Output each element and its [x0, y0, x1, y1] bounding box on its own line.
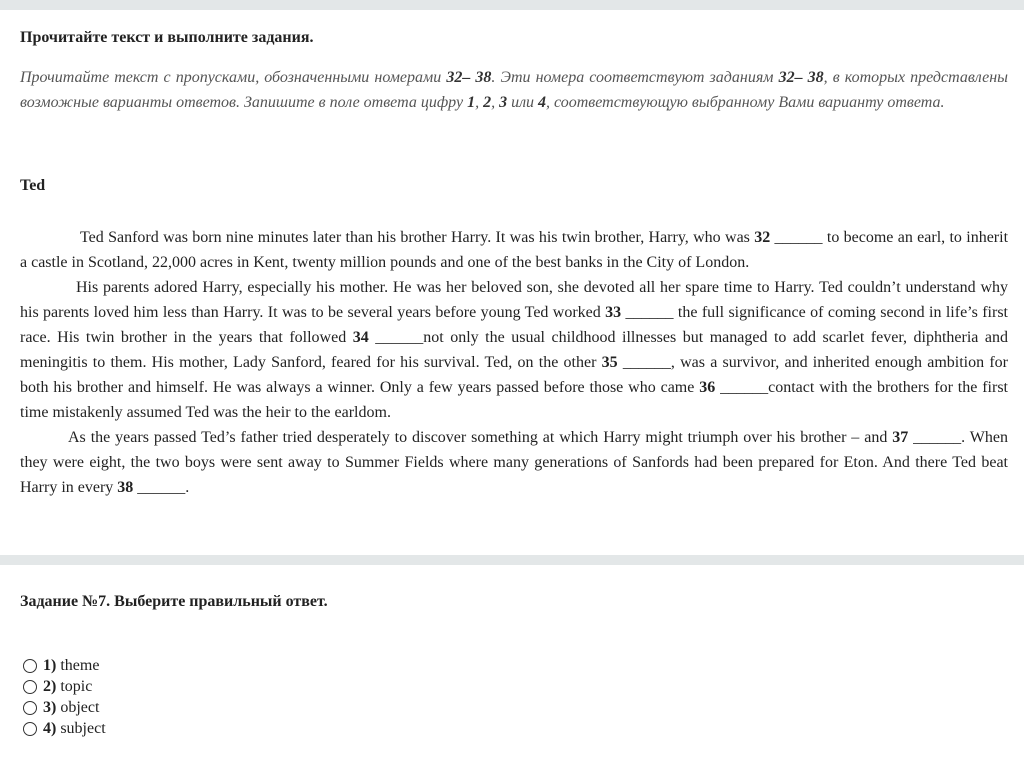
option-number: 3) [43, 698, 57, 716]
paragraph-1: Ted Sanford was born nine minutes later than his brother Harry. It was his twin brother, Harry, who was 32 ______ to become an earl, to inherit a castle in Scotland, 22,000 acres in Kent, twenty million pounds and one of the best banks in the City of London. [20, 229, 1009, 271]
question-panel [0, 565, 1024, 780]
answer-option-1[interactable] [20, 655, 106, 676]
story-text [20, 225, 1008, 500]
option-label: topic [60, 677, 93, 695]
gap-number-33: 33 [605, 304, 622, 321]
reading-panel [0, 10, 1024, 555]
task-heading: Задание №7. Выберите правильный ответ. [20, 593, 328, 610]
gap-number-36: 36 [699, 379, 716, 396]
gap-number-34: 34 [352, 329, 369, 346]
radio-button[interactable] [23, 680, 37, 694]
option-number: 4) [43, 719, 57, 737]
gap-number-35: 35 [601, 354, 618, 371]
text-title: Ted [20, 177, 46, 194]
answer-options [20, 655, 106, 739]
answer-option-3[interactable] [20, 697, 106, 718]
answer-option-2[interactable] [20, 676, 106, 697]
option-label: theme [60, 656, 100, 674]
paragraph-2: His parents adored Harry, especially his mother. He was her beloved son, she devoted all her spare time to Harry. Ted couldn’t understand why his parents loved him less than Harry. It was to be several years before young Ted worked 33 ______ the full significance of coming second in life’s first race. His twin brother in the years that followed 34 ______not only the usual childhood illnesses but managed to add scarlet fever, diphtheria and meningitis to them. His mother, Lady Sanford, feared for his survival. Ted, on the other 35 ______, was a survivor, and inherited enough ambition for both his brother and himself. He was always a winner. Only a few years passed before those who came 36 ______contact with the brothers for the first time mistakenly assumed Ted was the heir to the earldom. [20, 279, 1009, 421]
option-label: object [60, 698, 100, 716]
paragraph-3: As the years passed Ted’s father tried desperately to discover something at which Harry might triumph over his brother – and 37 ______. When they were eight, the two boys were sent away to Summer Fields where many generations of Sanfords had been prepared for Eton. And there Ted beat Harry in every 38 ______. [20, 429, 1008, 496]
answer-option-4[interactable] [20, 718, 106, 739]
top-divider [0, 0, 1024, 10]
gap-number-37: 37 [892, 429, 909, 446]
instruction-text: Прочитайте текст с пропусками, обозначенными номерами 32– 38. Эти номера соответствуют заданиям 32– 38, в которых представлены возможные варианты ответов. Запишите в поле ответа цифру 1, 2, 3 или 4, соответствующую выбранному Вами варианту ответа. [20, 69, 1009, 111]
radio-button[interactable] [23, 659, 37, 673]
option-number: 2) [43, 677, 57, 695]
gap-number-32: 32 [754, 229, 771, 246]
option-number: 1) [43, 656, 57, 674]
section-divider [0, 555, 1024, 565]
radio-button[interactable] [23, 722, 37, 736]
gap-number-38: 38 [117, 479, 134, 496]
section-heading: Прочитайте текст и выполните задания. [20, 29, 314, 46]
option-label: subject [60, 719, 106, 737]
radio-button[interactable] [23, 701, 37, 715]
